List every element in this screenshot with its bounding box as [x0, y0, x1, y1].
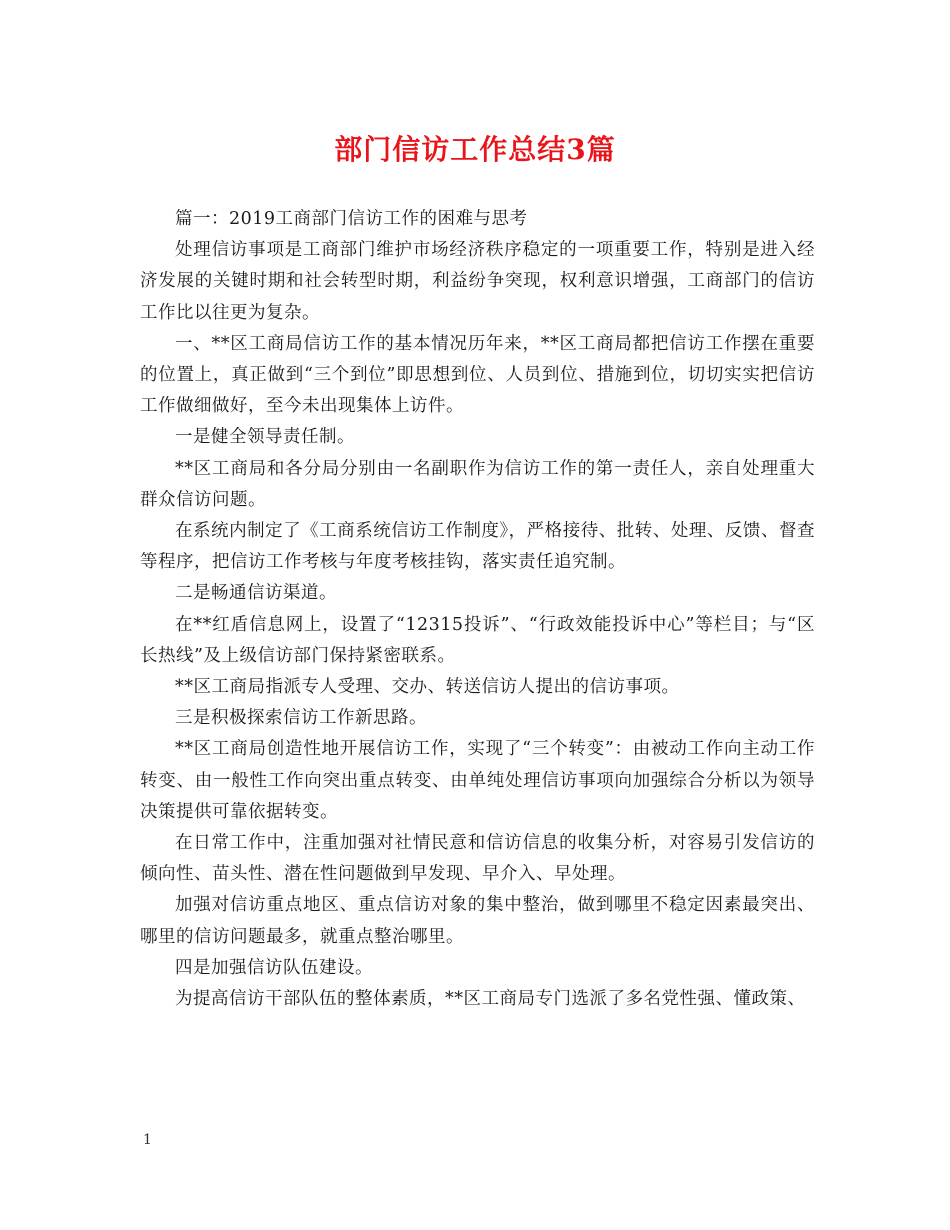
- paragraph: 加强对信访重点地区、重点信访对象的集中整治，做到哪里不稳定因素最突出、哪里的信访问题最多，就重点整治哪里。: [140, 895, 815, 947]
- paragraph: 在**红盾信息网上，设置了“12315投诉”、“行政效能投诉中心”等栏目；与“区长热线”及上级信访部门保持紧密联系。: [140, 614, 815, 666]
- paragraph: 三是积极探索信访工作新思路。: [175, 708, 427, 729]
- paragraph: **区工商局指派专人受理、交办、转送信访人提出的信访事项。: [175, 677, 680, 698]
- document-title: 部门信访工作总结3篇: [334, 133, 616, 166]
- page-number: 1: [143, 1132, 152, 1148]
- paragraph: 二是畅通信访渠道。: [175, 583, 337, 604]
- paragraph: 在系统内制定了《工商系统信访工作制度》，严格接待、批转、处理、反馈、督查等程序，把信访工作考核与年度考核挂钩，落实责任追究制。: [140, 521, 815, 573]
- paragraph: 在日常工作中，注重加强对社情民意和信访信息的收集分析，对容易引发信访的倾向性、苗头性、潜在性问题做到早发现、早介入、早处理。: [140, 833, 815, 885]
- document-body: [140, 204, 815, 1015]
- paragraph: 篇一：2019工商部门信访工作的困难与思考: [175, 209, 528, 229]
- paragraph: 为提高信访干部队伍的整体素质，**区工商局专门选派了多名党性强、懂政策、: [175, 989, 806, 1010]
- paragraph: **区工商局创造性地开展信访工作，实现了“三个转变”：由被动工作向主动工作转变、由一般性工作向突出重点转变、由单纯处理信访事项向加强综合分析以为领导决策提供可靠依据转变。: [140, 739, 815, 822]
- paragraph: **区工商局和各分局分别由一名副职作为信访工作的第一责任人，亲自处理重大群众信访问题。: [140, 458, 815, 510]
- paragraph: 一是健全领导责任制。: [175, 427, 355, 448]
- paragraph: 一、**区工商局信访工作的基本情况历年来，**区工商局都把信访工作摆在重要的位置上，真正做到“三个到位”即思想到位、人员到位、措施到位，切切实实把信访工作做细做好，至今未出现集体上访件。: [140, 333, 815, 417]
- paragraph: 处理信访事项是工商部门维护市场经济秩序稳定的一项重要工作，特别是进入经济发展的关键时期和社会转型时期，利益纷争突现，权利意识增强，工商部门的信访工作比以往更为复杂。: [140, 240, 815, 323]
- paragraph: 四是加强信访队伍建设。: [175, 957, 373, 978]
